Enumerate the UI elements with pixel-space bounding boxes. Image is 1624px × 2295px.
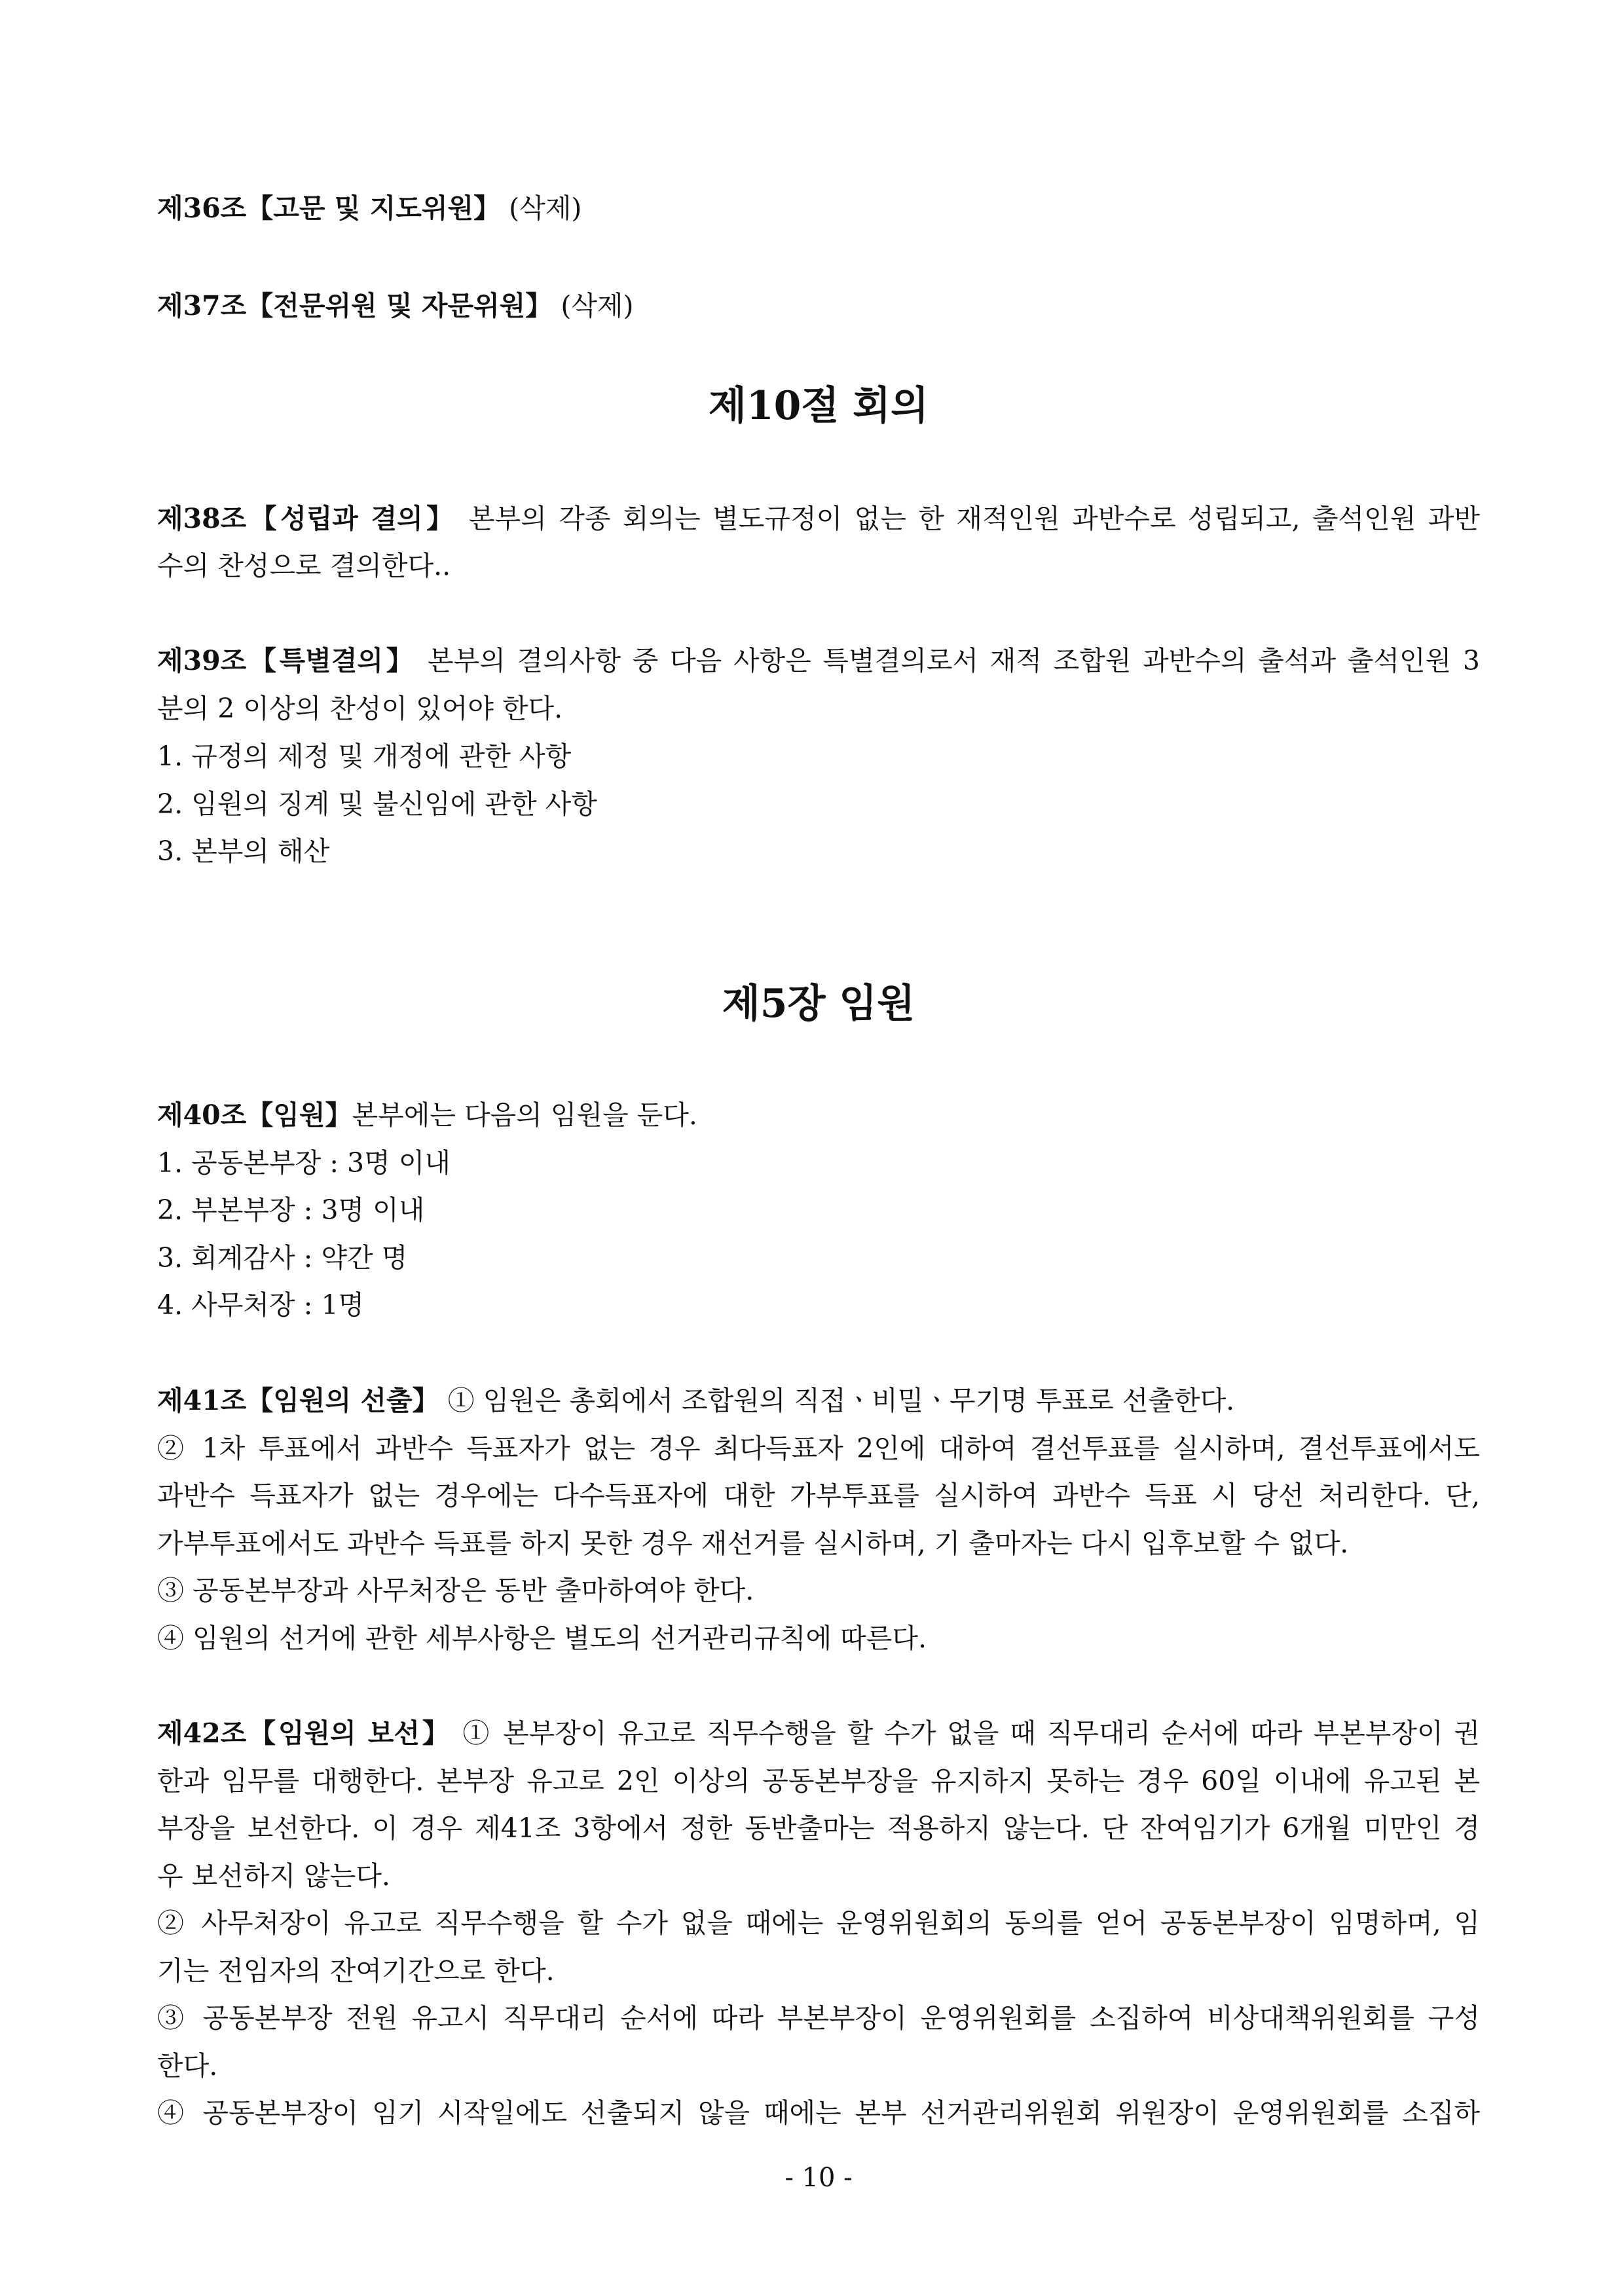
article-title: 【성립과 결의】: [246, 503, 457, 534]
article-number: 제41조: [157, 1385, 247, 1416]
page-number: - 10 -: [784, 2163, 853, 2193]
article-40: [157, 1095, 697, 1135]
article-title: 【전문위원 및 자문위원】: [246, 290, 553, 321]
list-item: 4. 사무처장 : 1명: [157, 1289, 365, 1321]
article-36: [157, 189, 581, 228]
article-body: 본부에는 다음의 임원을 둔다.: [352, 1099, 697, 1131]
article-number: 제38조: [157, 503, 247, 534]
document-page: [157, 0, 1480, 2295]
article-37: [157, 286, 634, 325]
article-42-line-3: 부장을 보선한다. 이 경우 제41조 3항에서 정한 동반출마는 적용하지 않는다. 단 잔여임기가 6개월 미만인 경: [157, 1812, 1480, 1844]
article-42-line-4: 우 보선하지 않는다.: [157, 1860, 390, 1892]
article-42-line-1: [157, 1714, 1480, 1753]
article-41-line-3: 과반수 득표자가 없는 경우에는 다수득표자에 대한 가부투표를 실시하여 과반수 득표 시 당선 처리한다. 단,: [157, 1480, 1480, 1511]
article-body: 본부의 각종 회의는 별도규정이 없는 한 재적인원 과반수로 성립되고, 출석인원 과반: [456, 503, 1480, 534]
article-39-line-1: [157, 641, 1480, 680]
article-body: ① 본부장이 유고로 직무수행을 할 수가 없을 때 직무대리 순서에 따라 부본부장이 권: [451, 1717, 1480, 1749]
section-heading: 제10절 회의: [708, 383, 929, 429]
article-number: 제42조: [157, 1717, 247, 1749]
article-body: (삭제): [552, 290, 634, 321]
article-39-line-2: 분의 2 이상의 찬성이 있어야 한다.: [157, 693, 563, 724]
article-title: 【특별결의】: [246, 645, 416, 676]
article-title: 【임원의 선출】: [246, 1385, 439, 1416]
article-42-line-8: 한다.: [157, 2050, 218, 2082]
chapter-heading: 제5장 임원: [722, 981, 915, 1027]
article-body: ① 임원은 총회에서 조합원의 직접ㆍ비밀ㆍ무기명 투표로 선출한다.: [439, 1385, 1235, 1416]
list-item: 2. 임원의 징계 및 불신임에 관한 사항: [157, 788, 597, 820]
list-item: 3. 본부의 해산: [157, 835, 330, 867]
article-41-line-6: ④ 임원의 선거에 관한 세부사항은 별도의 선거관리규칙에 따른다.: [157, 1623, 927, 1654]
article-body: 본부의 결의사항 중 다음 사항은 특별결의로서 재적 조합원 과반수의 출석과 출석인원 3: [416, 645, 1480, 676]
article-41-line-1: [157, 1381, 1234, 1420]
article-41-line-4: 가부투표에서도 과반수 득표를 하지 못한 경우 재선거를 실시하며, 기 출마자는 다시 입후보할 수 없다.: [157, 1528, 1349, 1559]
article-title: 【임원의 보선】: [246, 1717, 452, 1749]
article-41-line-5: ③ 공동본부장과 사무처장은 동반 출마하여야 한다.: [157, 1575, 754, 1606]
article-38-line-2: 수의 찬성으로 결의한다..: [157, 550, 451, 581]
article-41-line-2: ② 1차 투표에서 과반수 득표자가 없는 경우 최다득표자 2인에 대하여 결선투표를 실시하며, 결선투표에서도: [157, 1433, 1480, 1464]
article-42-line-9: ④ 공동본부장이 임기 시작일에도 선출되지 않을 때에는 본부 선거관리위원회 위원장이 운영위원회를 소집하: [157, 2097, 1480, 2129]
article-38-line-1: [157, 499, 1480, 538]
article-number: 제37조: [157, 290, 247, 321]
list-item: 2. 부본부장 : 3명 이내: [157, 1194, 425, 1226]
article-title: 【고문 및 지도위원】: [246, 193, 501, 224]
article-body: (삭제): [500, 193, 582, 224]
list-item: 3. 회계감사 : 약간 명: [157, 1242, 408, 1274]
list-item: 1. 공동본부장 : 3명 이내: [157, 1147, 451, 1179]
article-42-line-5: ② 사무처장이 유고로 직무수행을 할 수가 없을 때에는 운영위원회의 동의를 얻어 공동본부장이 임명하며, 임: [157, 1907, 1480, 1939]
article-number: 제39조: [157, 645, 247, 676]
article-42-line-6: 기는 전임자의 잔여기간으로 한다.: [157, 1955, 555, 1987]
article-42-line-2: 한과 임무를 대행한다. 본부장 유고로 2인 이상의 공동본부장을 유지하지 못하는 경우 60일 이내에 유고된 본: [157, 1765, 1480, 1797]
article-title: 【임원】: [246, 1099, 352, 1131]
article-42-line-7: ③ 공동본부장 전원 유고시 직무대리 순서에 따라 부본부장이 운영위원회를 소집하여 비상대책위원회를 구성: [157, 2002, 1480, 2034]
article-number: 제40조: [157, 1099, 247, 1131]
article-number: 제36조: [157, 193, 247, 224]
list-item: 1. 규정의 제정 및 개정에 관한 사항: [157, 741, 572, 772]
